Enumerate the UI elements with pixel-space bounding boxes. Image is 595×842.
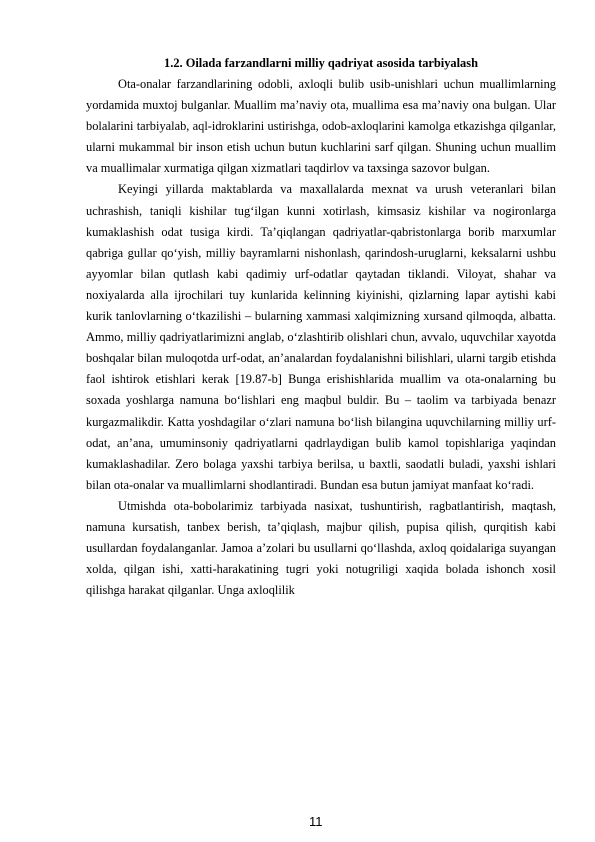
paragraph-3: Utmishda ota-bobolarimiz tarbiyada nasixat, tushuntirish, ragbatlantirish, maqtash, namuna kursatish, tanbex berish, ta’qiqlash, majbur qilish, pupisa qilish, qurqitish kabi usullardan foydalanganlar. Jamoa a’zolari bu usullarni qo‘llashda, axloq qoidalariga suyangan xolda, qilgan ishi, xatti-harakatining tugri yoki notugriligi xaqida bolada ishonch xosil qilishga harakat qilganlar. Unga axloqlilik	[86, 498, 556, 598]
body-text	[86, 74, 556, 601]
section-heading: 1.2. Oilada farzandlarni milliy qadriyat asosida tarbiyalash	[164, 56, 478, 70]
page-number: 11	[309, 814, 323, 829]
paragraph-2: Keyingi yillarda maktablarda va maxallalarda mexnat va urush veteranlari bilan uchrashish, taniqli kishilar tug‘ilgan kunni xotirlash, kimsasiz kishilar va nogironlarga kumaklashish odat tusiga kirdi. Ta’qiqlangan qadriyatlar-qabristonlarga borib marxumlar qabriga gullar qo‘yish, milliy bayramlarni nishonlash, qarindosh-uruglarni, keksalarni ushbu ayyomlar bilan qutlash kabi qadimiy urf-odatlar qaytadan tiklandi. Viloyat, shahar va noxiyalarda alla ijrochilari tuy kunlarida kelinning kiyinishi, qizlarning lapar aytishi kabi kurik tanlovlarning o‘tkazilishi – bularning xammasi xalqimizning xursand qilmoqda, albatta. Ammo, milliy qadriyatlarimizni anglab, o‘zlashtirib olishlari chun, avvalo, uquvchilar xayotda boshqalar bilan muloqotda urf-odat, an’analardan foydalanishni bilishlari, ularni targib etishda faol ishtirok etishlari kerak [19.87-b] Bunga erishishlarida muallim va ota-onalarning bu soxada yoshlarga namuna bo‘lishlari eng maqbul buldir. Bu – taolim va tarbiyada benazr kurgazmalikdir. Katta yoshdagilar o‘zlari namuna bo‘lish bilangina uquvchilarning milliy urf-odat, an’ana, umuminsoniy qadriyatlarni qadrlaydigan bulib kamol topishlariga yaqindan kumaklashadilar. Zero bolaga yaxshi tarbiya berilsa, u baxtli, saodatli buladi, yaxshi ishlari bilan ota-onalar va muallimlarni shodlantiradi. Bundan esa butun jamiyat manfaat ko‘radi.	[86, 182, 556, 492]
paragraph-1: Ota-onalar farzandlarining odobli, axloqli bulib usib-unishlari uchun muallimlarning yordamida muxtoj bulganlar. Muallim ma’naviy ota, muallima esa ma’naviy ona bulgan. Ular bolalarini tarbiyalab, aql-idroklarini ustirishga, odob-axloqlarini kamolga etkazishga qilganlar, ularni mukammal bir inson etish uchun butun kuchlarini sarf qilgan. Shuning uchun muallim va muallimalar xurmatiga qilgan xizmatlari taqdirlov va taxsinga sazovor bulgan.	[86, 77, 556, 176]
